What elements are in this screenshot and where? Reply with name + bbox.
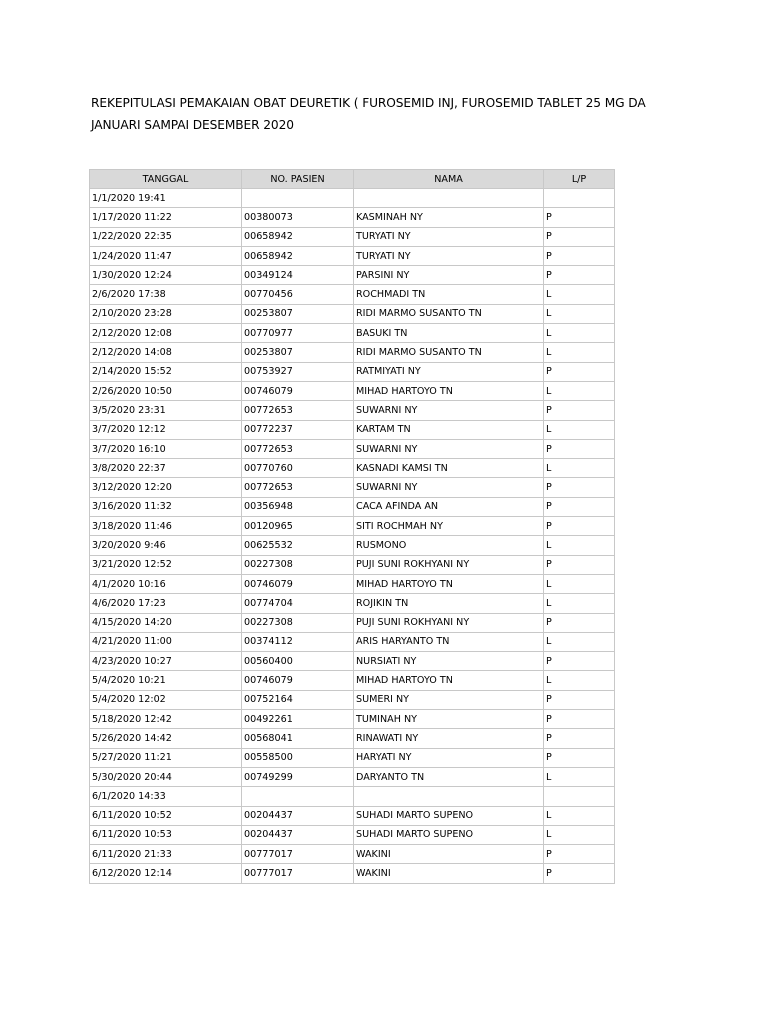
cell-nama <box>354 189 544 208</box>
cell-no-pasien: 00749299 <box>242 767 354 786</box>
cell-lp: L <box>544 420 615 439</box>
cell-nama: SUWARNI NY <box>354 439 544 458</box>
cell-lp: L <box>544 825 615 844</box>
cell-no-pasien: 00560400 <box>242 652 354 671</box>
cell-tanggal: 6/12/2020 12:14 <box>90 864 242 883</box>
cell-tanggal: 2/26/2020 10:50 <box>90 381 242 400</box>
cell-lp: L <box>544 574 615 593</box>
table-row <box>90 845 615 864</box>
cell-lp: L <box>544 671 615 690</box>
cell-nama: HARYATI NY <box>354 748 544 767</box>
cell-tanggal: 2/6/2020 17:38 <box>90 285 242 304</box>
table-row <box>90 324 615 343</box>
cell-lp: P <box>544 652 615 671</box>
cell-no-pasien: 00770456 <box>242 285 354 304</box>
table-body <box>90 189 615 884</box>
cell-tanggal: 2/14/2020 15:52 <box>90 362 242 381</box>
cell-lp: L <box>544 285 615 304</box>
cell-tanggal: 1/22/2020 22:35 <box>90 227 242 246</box>
cell-nama: SUHADI MARTO SUPENO <box>354 825 544 844</box>
cell-no-pasien <box>242 189 354 208</box>
cell-lp: P <box>544 246 615 265</box>
cell-no-pasien: 00374112 <box>242 632 354 651</box>
cell-nama: SUWARNI NY <box>354 401 544 420</box>
table-row <box>90 439 615 458</box>
table-row <box>90 517 615 536</box>
cell-no-pasien: 00558500 <box>242 748 354 767</box>
table-row <box>90 787 615 806</box>
cell-tanggal: 6/1/2020 14:33 <box>90 787 242 806</box>
cell-nama: BASUKI TN <box>354 324 544 343</box>
cell-tanggal: 5/4/2020 10:21 <box>90 671 242 690</box>
cell-no-pasien: 00772653 <box>242 439 354 458</box>
table-row <box>90 825 615 844</box>
cell-tanggal: 2/12/2020 12:08 <box>90 324 242 343</box>
cell-nama: ARIS HARYANTO TN <box>354 632 544 651</box>
table-row <box>90 246 615 265</box>
table-row <box>90 613 615 632</box>
cell-lp: P <box>544 478 615 497</box>
table-row <box>90 632 615 651</box>
cell-tanggal: 5/30/2020 20:44 <box>90 767 242 786</box>
table-row <box>90 478 615 497</box>
cell-no-pasien: 00356948 <box>242 497 354 516</box>
cell-lp: P <box>544 208 615 227</box>
table-row <box>90 671 615 690</box>
medication-usage-table <box>89 169 615 884</box>
header-no-pasien: NO. PASIEN <box>242 170 354 189</box>
cell-lp: L <box>544 343 615 362</box>
table-row <box>90 690 615 709</box>
cell-nama: KASNADI KAMSI TN <box>354 459 544 478</box>
cell-lp: P <box>544 690 615 709</box>
cell-lp: P <box>544 517 615 536</box>
table-row <box>90 555 615 574</box>
table-header-row <box>90 170 615 189</box>
cell-nama: PUJI SUNI ROKHYANI NY <box>354 613 544 632</box>
cell-tanggal: 1/30/2020 12:24 <box>90 266 242 285</box>
cell-no-pasien: 00658942 <box>242 227 354 246</box>
cell-tanggal: 3/20/2020 9:46 <box>90 536 242 555</box>
cell-lp: L <box>544 324 615 343</box>
cell-no-pasien: 00770977 <box>242 324 354 343</box>
table-row <box>90 594 615 613</box>
cell-nama: TUMINAH NY <box>354 710 544 729</box>
table-row <box>90 710 615 729</box>
cell-tanggal: 5/26/2020 14:42 <box>90 729 242 748</box>
cell-no-pasien: 00746079 <box>242 671 354 690</box>
cell-nama <box>354 787 544 806</box>
cell-lp: P <box>544 401 615 420</box>
table-row <box>90 362 615 381</box>
table-row <box>90 420 615 439</box>
cell-lp: P <box>544 845 615 864</box>
cell-tanggal: 3/16/2020 11:32 <box>90 497 242 516</box>
cell-lp: L <box>544 459 615 478</box>
cell-no-pasien: 00753927 <box>242 362 354 381</box>
cell-no-pasien: 00777017 <box>242 864 354 883</box>
cell-tanggal: 5/18/2020 12:42 <box>90 710 242 729</box>
cell-no-pasien: 00774704 <box>242 594 354 613</box>
table-row <box>90 864 615 883</box>
cell-lp: P <box>544 729 615 748</box>
cell-tanggal: 2/10/2020 23:28 <box>90 304 242 323</box>
cell-lp: L <box>544 304 615 323</box>
header-tanggal: TANGGAL <box>90 170 242 189</box>
cell-tanggal: 4/15/2020 14:20 <box>90 613 242 632</box>
table-row <box>90 729 615 748</box>
table-row <box>90 574 615 593</box>
cell-no-pasien: 00772237 <box>242 420 354 439</box>
cell-no-pasien: 00380073 <box>242 208 354 227</box>
cell-no-pasien: 00746079 <box>242 381 354 400</box>
cell-lp <box>544 787 615 806</box>
cell-no-pasien: 00777017 <box>242 845 354 864</box>
cell-tanggal: 4/21/2020 11:00 <box>90 632 242 651</box>
table-row <box>90 227 615 246</box>
cell-nama: SITI ROCHMAH NY <box>354 517 544 536</box>
cell-nama: RIDI MARMO SUSANTO TN <box>354 343 544 362</box>
table-row <box>90 767 615 786</box>
cell-lp: L <box>544 594 615 613</box>
table-row <box>90 459 615 478</box>
cell-no-pasien: 00658942 <box>242 246 354 265</box>
cell-tanggal: 6/11/2020 10:53 <box>90 825 242 844</box>
cell-nama: RUSMONO <box>354 536 544 555</box>
cell-tanggal: 2/12/2020 14:08 <box>90 343 242 362</box>
cell-nama: KASMINAH NY <box>354 208 544 227</box>
cell-nama: ROJIKIN TN <box>354 594 544 613</box>
cell-lp: P <box>544 555 615 574</box>
cell-no-pasien: 00204437 <box>242 806 354 825</box>
cell-no-pasien: 00204437 <box>242 825 354 844</box>
cell-nama: KARTAM TN <box>354 420 544 439</box>
cell-tanggal: 4/1/2020 10:16 <box>90 574 242 593</box>
cell-lp: L <box>544 536 615 555</box>
cell-nama: RATMIYATI NY <box>354 362 544 381</box>
table-row <box>90 497 615 516</box>
cell-tanggal: 4/6/2020 17:23 <box>90 594 242 613</box>
cell-lp: P <box>544 864 615 883</box>
table-row <box>90 189 615 208</box>
cell-lp: L <box>544 381 615 400</box>
cell-nama: WAKINI <box>354 845 544 864</box>
cell-tanggal: 3/5/2020 23:31 <box>90 401 242 420</box>
cell-nama: PARSINI NY <box>354 266 544 285</box>
table-row <box>90 806 615 825</box>
cell-no-pasien: 00772653 <box>242 478 354 497</box>
cell-lp: L <box>544 767 615 786</box>
title-line-2: JANUARI SAMPAI DESEMBER 2020 <box>91 118 294 132</box>
cell-nama: ROCHMADI TN <box>354 285 544 304</box>
cell-nama: RIDI MARMO SUSANTO TN <box>354 304 544 323</box>
cell-tanggal: 1/17/2020 11:22 <box>90 208 242 227</box>
cell-nama: MIHAD HARTOYO TN <box>354 671 544 690</box>
header-lp: L/P <box>544 170 615 189</box>
cell-tanggal: 3/21/2020 12:52 <box>90 555 242 574</box>
cell-no-pasien: 00120965 <box>242 517 354 536</box>
cell-tanggal: 3/7/2020 12:12 <box>90 420 242 439</box>
table-row <box>90 304 615 323</box>
cell-lp <box>544 189 615 208</box>
table-row <box>90 343 615 362</box>
cell-lp: P <box>544 227 615 246</box>
cell-tanggal: 3/12/2020 12:20 <box>90 478 242 497</box>
document-title <box>91 92 751 136</box>
cell-no-pasien: 00568041 <box>242 729 354 748</box>
table-row <box>90 536 615 555</box>
cell-no-pasien: 00253807 <box>242 304 354 323</box>
cell-tanggal: 5/27/2020 11:21 <box>90 748 242 767</box>
cell-lp: L <box>544 632 615 651</box>
cell-lp: P <box>544 613 615 632</box>
cell-nama: TURYATI NY <box>354 246 544 265</box>
title-line-1: REKEPITULASI PEMAKAIAN OBAT DEURETIK ( FUROSEMID INJ, FUROSEMID TABLET 25 MG DA <box>91 96 646 110</box>
cell-nama: MIHAD HARTOYO TN <box>354 574 544 593</box>
cell-tanggal: 3/18/2020 11:46 <box>90 517 242 536</box>
table-row <box>90 208 615 227</box>
cell-tanggal: 3/7/2020 16:10 <box>90 439 242 458</box>
cell-tanggal: 3/8/2020 22:37 <box>90 459 242 478</box>
cell-nama: RINAWATI NY <box>354 729 544 748</box>
cell-nama: MIHAD HARTOYO TN <box>354 381 544 400</box>
table-row <box>90 266 615 285</box>
table-row <box>90 652 615 671</box>
cell-tanggal: 6/11/2020 21:33 <box>90 845 242 864</box>
cell-lp: P <box>544 497 615 516</box>
cell-nama: PUJI SUNI ROKHYANI NY <box>354 555 544 574</box>
cell-no-pasien: 00227308 <box>242 613 354 632</box>
table-row <box>90 748 615 767</box>
cell-no-pasien: 00752164 <box>242 690 354 709</box>
cell-lp: P <box>544 710 615 729</box>
cell-no-pasien: 00253807 <box>242 343 354 362</box>
cell-nama: SUHADI MARTO SUPENO <box>354 806 544 825</box>
cell-no-pasien: 00772653 <box>242 401 354 420</box>
cell-no-pasien: 00625532 <box>242 536 354 555</box>
cell-tanggal: 5/4/2020 12:02 <box>90 690 242 709</box>
cell-no-pasien: 00349124 <box>242 266 354 285</box>
cell-nama: SUWARNI NY <box>354 478 544 497</box>
cell-tanggal: 1/24/2020 11:47 <box>90 246 242 265</box>
cell-no-pasien: 00746079 <box>242 574 354 593</box>
cell-nama: WAKINI <box>354 864 544 883</box>
header-nama: NAMA <box>354 170 544 189</box>
cell-lp: L <box>544 806 615 825</box>
table-row <box>90 401 615 420</box>
cell-tanggal: 4/23/2020 10:27 <box>90 652 242 671</box>
cell-nama: SUMERI NY <box>354 690 544 709</box>
cell-tanggal: 6/11/2020 10:52 <box>90 806 242 825</box>
cell-tanggal: 1/1/2020 19:41 <box>90 189 242 208</box>
cell-no-pasien: 00227308 <box>242 555 354 574</box>
table-row <box>90 381 615 400</box>
cell-nama: CACA AFINDA AN <box>354 497 544 516</box>
table-row <box>90 285 615 304</box>
cell-nama: NURSIATI NY <box>354 652 544 671</box>
cell-no-pasien: 00770760 <box>242 459 354 478</box>
cell-lp: P <box>544 439 615 458</box>
cell-lp: P <box>544 748 615 767</box>
cell-no-pasien: 00492261 <box>242 710 354 729</box>
cell-nama: TURYATI NY <box>354 227 544 246</box>
cell-lp: P <box>544 362 615 381</box>
cell-no-pasien <box>242 787 354 806</box>
cell-nama: DARYANTO TN <box>354 767 544 786</box>
cell-lp: P <box>544 266 615 285</box>
